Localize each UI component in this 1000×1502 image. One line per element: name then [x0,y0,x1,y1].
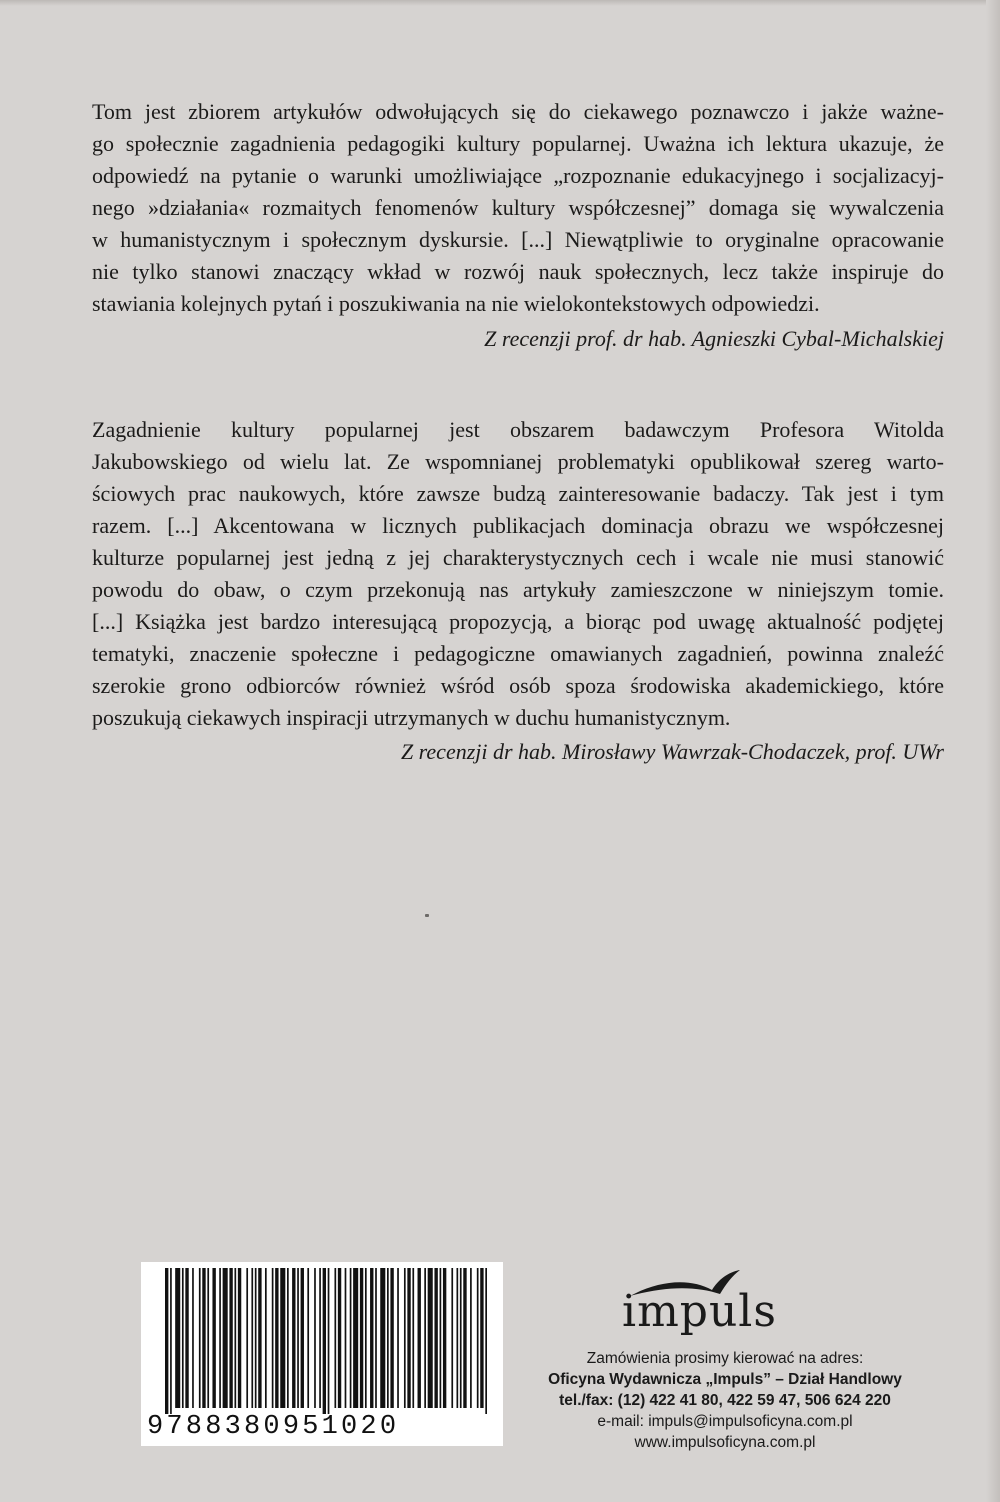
barcode-bar [440,1268,442,1408]
barcode-bar [292,1268,295,1408]
blurb-line: kulturze popularnej jest jedną z jej charakterystycznych cech i wcale nie musi stanowić [92,545,944,570]
barcode-bar [202,1268,205,1408]
barcode-bar [365,1268,367,1408]
barcode-bar [404,1268,406,1408]
barcode-bar [185,1268,188,1408]
barcode-bar [258,1268,261,1408]
barcode-bar [397,1268,399,1408]
barcode-bar [170,1268,172,1414]
barcode-bars [165,1268,487,1414]
blurb-line: nego »działania« rozmaitych fenomenów kultury współczesnej” domaga się wywalczenia [92,195,944,220]
review-attribution-1: Z recenzji prof. dr hab. Agnieszki Cybal-Michalskiej [484,326,944,351]
blurb-line: Zagadnienie kultury popularnej jest obszarem badawczym Profesora Witolda [92,417,944,442]
barcode-bar [219,1268,221,1408]
barcode-bar [323,1268,326,1414]
barcode-bar [280,1268,285,1408]
publisher-logo-text: impuls [622,1286,777,1337]
barcode-bar [212,1268,215,1408]
blurb-line: ściowych prac naukowych, które zawsze budzą zainteresowanie badaczy. Tak jest i tym [92,481,944,506]
barcode-bar [165,1268,168,1414]
barcode-bar [463,1268,466,1408]
publisher-logo [600,1266,810,1346]
barcode-bar [229,1268,232,1408]
blurb-line: powodu do obaw, o czym przekonują nas artykuły zamieszczone w niniejszym tomie. [92,577,944,602]
review-attribution-2: Z recenzji dr hab. Mirosławy Wawrzak-Chodaczek, prof. UWr [400,739,944,764]
barcode-bar [246,1268,248,1408]
barcode-bar [338,1268,341,1408]
barcode-bar [412,1268,414,1408]
barcode-bar [353,1268,358,1408]
blurb-line: poszukują ciekawych inspiracji utrzymanych w duchu humanistycznym. [92,705,731,730]
barcode-bar [301,1268,304,1408]
barcode-bar [456,1268,458,1408]
barcode-bar [424,1268,426,1408]
blurb-line: nie tylko stanowi znaczący wkład w rozwój nauk społecznych, lecz także inspiruje do [92,259,944,284]
barcode-bar [199,1268,201,1408]
barcode-bar [255,1268,257,1408]
barcode-bar [407,1268,410,1408]
barcode-bar [182,1268,184,1408]
isbn-barcode [141,1262,503,1446]
barcode-bar [485,1268,487,1414]
barcode-bar [390,1268,393,1408]
barcode-bar [334,1268,336,1408]
barcode-bar [234,1268,236,1408]
isbn-digits: 9788380951020 [147,1412,400,1442]
barcode-bar [275,1268,278,1408]
barcode-bar [443,1268,446,1408]
cover-top-edge [0,0,1000,6]
barcode-bar [272,1268,274,1408]
barcode-bar [207,1268,209,1408]
blurb-line: Tom jest zbiorem artykułów odwołujących się do ciekawego poznawczo i jakże ważne- [92,99,944,124]
barcode-bar [380,1268,385,1408]
blurb-line: [...] Książka jest bardzo interesującą propozycją, a biorąc pod uwagę aktualność podjętej [92,609,944,634]
barcode-bar [265,1268,267,1408]
print-speck [425,914,429,917]
barcode-bar [434,1268,437,1408]
blurb-line: w humanistycznym i społecznym dyskursie. [...] Niewątpliwie to oryginalne opracowanie [92,227,944,252]
barcode-bar [307,1268,309,1408]
cover-right-edge [986,0,1000,1502]
barcode-bar [360,1268,363,1408]
barcode-bar [319,1268,321,1408]
barcode-bar [328,1268,330,1414]
blurb-line: odpowiedź na pytanie o warunki umożliwiające „rozpoznanie edukacyjnego i socjalizacyj- [92,163,944,188]
barcode-bar [223,1268,228,1408]
barcode-bar [350,1268,352,1408]
blurb-line: szerokie grono odbiorców również wśród osób spoza środowiska akademickiego, które [92,673,944,698]
blurb-line: go społecznie zagadnienia pedagogiki kultury popularnej. Uważna ich lektura ukazuje, że [92,131,944,156]
blurb-line: razem. [...] Akcentowana w licznych publikacjach dominacja obrazu we współczesnej [92,513,944,538]
barcode-bar [192,1268,194,1408]
blurb-line: tematyki, znaczenie społeczne i pedagogiczne omawianych zagadnień, powinna znaleźć [92,641,944,666]
barcode-bar [418,1268,421,1408]
barcode-bar [428,1268,433,1408]
review-blurb-2 [92,414,944,734]
order-note: Zamówienia prosimy kierować na adres: [586,1350,864,1367]
barcode-bar [287,1268,289,1408]
barcode-bar [297,1268,299,1408]
barcode-bar [370,1268,373,1408]
barcode-bar [314,1268,316,1408]
barcode-bar [460,1268,462,1408]
publisher-contact [520,1348,930,1453]
barcode-bar [345,1268,347,1408]
barcode-bar [480,1268,483,1408]
publisher-name: Oficyna Wydawnicza „Impuls” – Dział Handlowy [548,1371,902,1388]
barcode-bar [375,1268,377,1408]
barcode-bar [477,1268,479,1408]
review-blurb-1 [92,96,944,320]
publisher-phone: tel./fax: (12) 422 41 80, 422 59 47, 506 624 220 [559,1392,891,1409]
barcode-bar [251,1268,253,1408]
blurb-line: stawiania kolejnych pytań i poszukiwania na nie wielokontekstowych odpowiedzi. [92,291,820,316]
publisher-website: www.impulsoficyna.com.pl [634,1434,816,1451]
barcode-bar [238,1268,241,1408]
barcode-bar [470,1268,472,1408]
publisher-email: e-mail: impuls@impulsoficyna.com.pl [597,1413,853,1430]
barcode-bar [387,1268,389,1408]
barcode-bar [451,1268,453,1408]
blurb-line: Jakubowskiego od wielu lat. Ze wspomnianej problematyki opublikował szereg warto- [92,449,944,474]
barcode-bar [175,1268,180,1408]
